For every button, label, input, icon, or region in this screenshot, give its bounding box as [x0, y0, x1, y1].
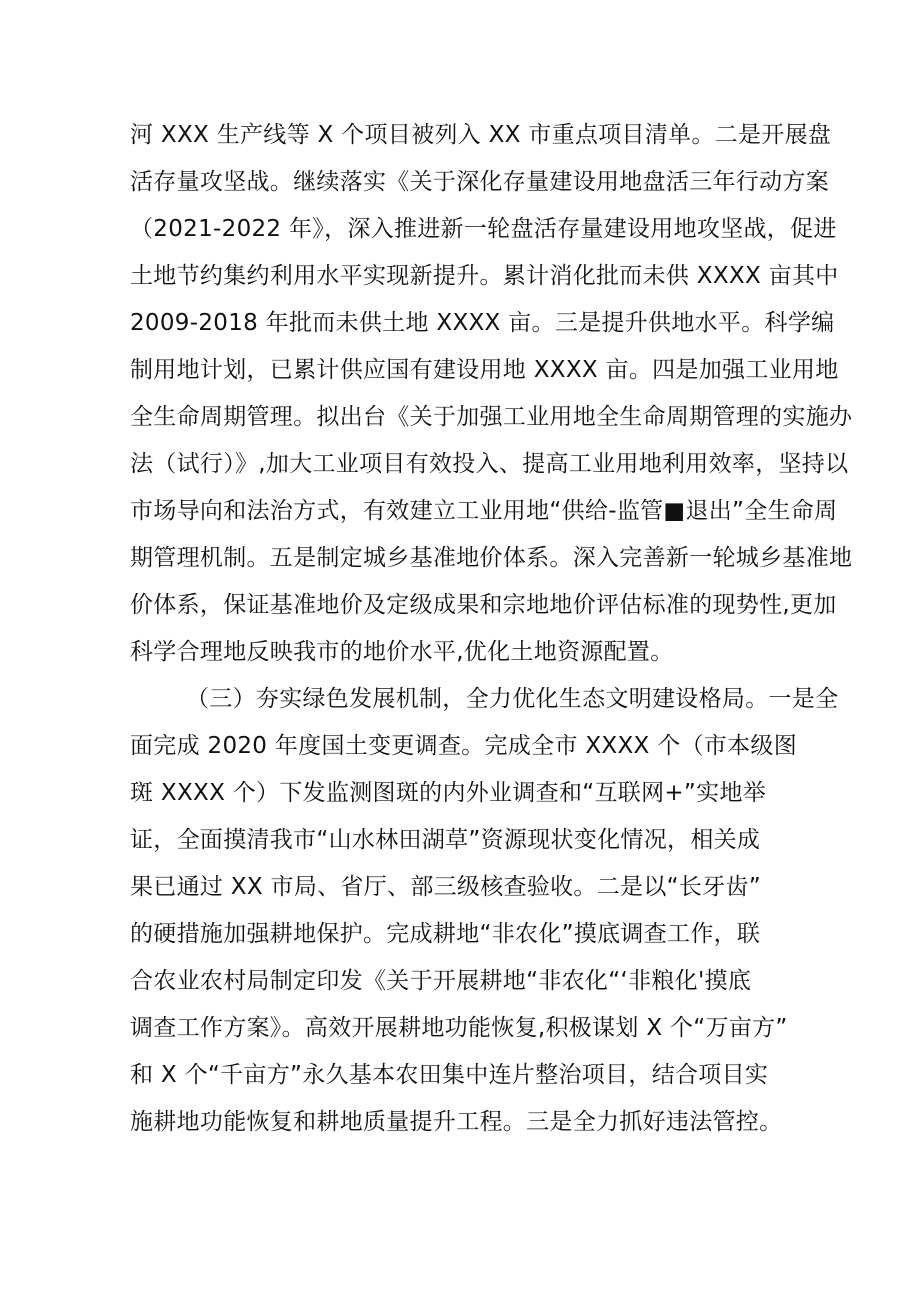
- text-line: （2021-2022 年》，深入推进新一轮盘活存量建设用地攻坚战，促进: [130, 216, 837, 242]
- text-line: 果已通过 XX 市局、省厅、部三级核查验收。二是以“长牙齿”: [130, 874, 761, 900]
- text-line: 斑 XXXX 个）下发监测图斑的内外业调查和“互联网+”实地举: [130, 780, 767, 806]
- document-body: [130, 112, 853, 1146]
- text-line: 施耕地功能恢复和耕地质量提升工程。三是全力抓好违法管控。: [130, 1109, 783, 1135]
- text-line: 土地节约集约利用水平实现新提升。累计消化批而未供 XXXX 亩其中: [130, 263, 839, 289]
- text-line: 和 X 个“千亩方”永久基本农田集中连片整治项目，结合项目实: [130, 1062, 769, 1088]
- text-line: 市场导向和法治方式，有效建立工业用地“供给-监管■退出”全生命周: [130, 498, 838, 524]
- text-line: 2009-2018 年批而未供土地 XXXX 亩。三是提升供地水平。科学编: [130, 310, 835, 336]
- text-line: 期管理机制。五是制定城乡基准地价体系。深入完善新一轮城乡基准地: [130, 545, 853, 571]
- text-line: 活存量攻坚战。继续落实《关于深化存量建设用地盘活三年行动方案: [130, 169, 829, 195]
- text-line: 调查工作方案》。高效开展耕地功能恢复,积极谋划 X 个“万亩方”: [130, 1015, 788, 1041]
- paragraph-green-development: [130, 676, 839, 1146]
- text-line-indented: （三）夯实绿色发展机制，全力优化生态文明建设格局。一是全: [186, 686, 839, 712]
- text-line: 面完成 2020 年度国土变更调查。完成全市 XXXX 个（市本级图: [130, 733, 798, 759]
- text-line: 价体系，保证基准地价及定级成果和宗地地价评估标准的现势性,更加: [130, 592, 837, 618]
- text-line: 合农业农村局制定印发《关于开展耕地“非农化“‘非粮化'摸底: [130, 968, 752, 994]
- text-line: 河 XXX 生产线等 X 个项目被列入 XX 市重点项目清单。二是开展盘: [130, 122, 832, 148]
- text-line: 全生命周期管理。拟出台《关于加强工业用地全生命周期管理的实施办: [130, 404, 853, 430]
- text-line: 法（试行）》,加大工业项目有效投入、提高工业用地利用效率，坚持以: [130, 451, 849, 477]
- text-line: 科学合理地反映我市的地价水平,优化土地资源配置。: [130, 639, 674, 665]
- paragraph-land-supply: [130, 112, 853, 676]
- text-line: 证，全面摸清我市“山水林田湖草”资源现状变化情况，相关成: [130, 827, 761, 853]
- text-line: 制用地计划，已累计供应国有建设用地 XXXX 亩。四是加强工业用地: [130, 357, 839, 383]
- text-line: 的硬措施加强耕地保护。完成耕地“非农化”摸底调查工作，联: [130, 921, 761, 947]
